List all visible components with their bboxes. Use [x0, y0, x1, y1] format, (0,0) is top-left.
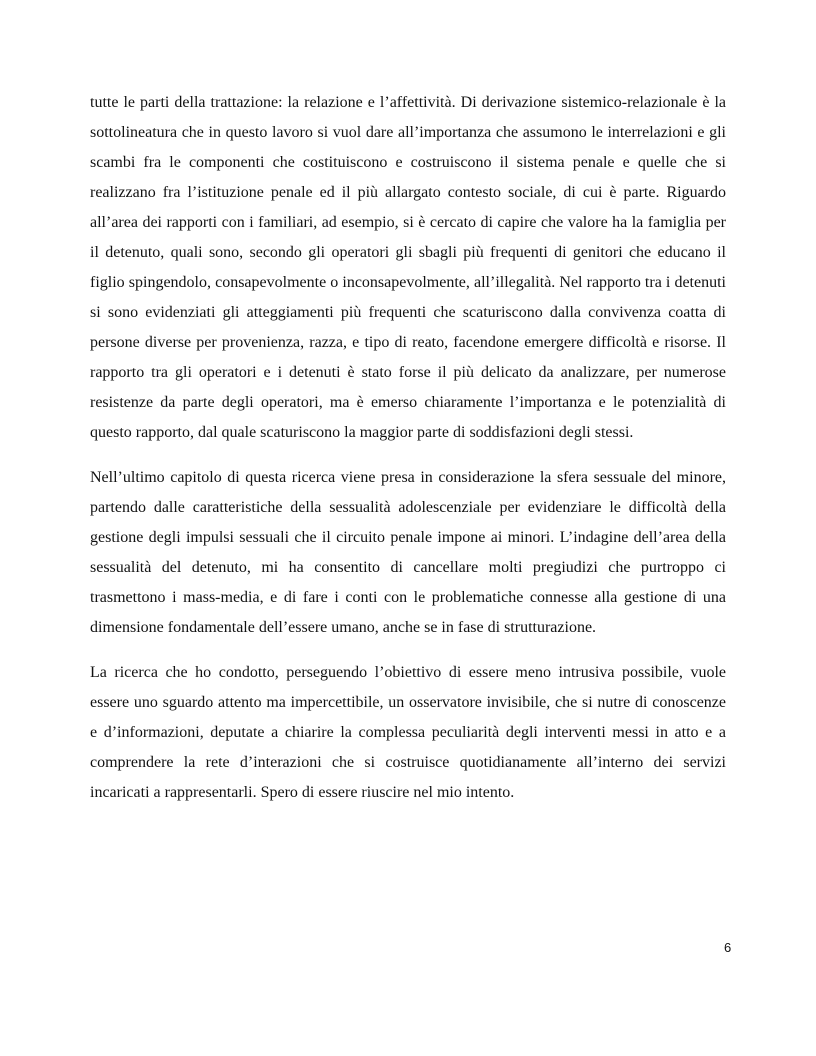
paragraph-1: tutte le parti della trattazione: la relazione e l’affettività. Di derivazione sistemico-relazionale è la sottolineatura che in questo lavoro si vuol dare all’importanza che assumono le interrelazioni e gli scambi fra le componenti che costituiscono e costruiscono il sistema penale e quelle che si realizzano fra l’istituzione penale ed il più allargato contesto sociale, di cui è parte. Riguardo all’area dei rapporti con i familiari, ad esempio, si è cercato di capire che valore ha la famiglia per il detenuto, quali sono, secondo gli operatori gli sbagli più frequenti di genitori che educano il figlio spingendolo, consapevolmente o inconsapevolmente, all’illegalità. Nel rapporto tra i detenuti si sono evidenziati gli atteggiamenti più frequenti che scaturiscono dalla convivenza coatta di persone diverse per provenienza, razza, e tipo di reato, facendone emergere difficoltà e risorse. Il rapporto tra gli operatori e i detenuti è stato forse il più delicato da analizzare, per numerose resistenze da parte degli operatori, ma è emerso chiaramente l’importanza e le potenzialità di questo rapporto, dal quale scaturiscono la maggior parte di soddisfazioni degli stessi. — [90, 94, 726, 441]
paragraph-2: Nell’ultimo capitolo di questa ricerca viene presa in considerazione la sfera sessuale del minore, partendo dalle caratteristiche della sessualità adolescenziale per evidenziare le difficoltà della gestione degli impulsi sessuali che il circuito penale impone ai minori. L’indagine dell’area della sessualità del detenuto, mi ha consentito di cancellare molti pregiudizi che purtroppo ci trasmettono i mass-media, e di fare i conti con le problematiche connesse alla gestione di una dimensione fondamentale dell’essere umano, anche se in fase di strutturazione. — [90, 469, 726, 636]
page-number: 6 — [724, 940, 732, 955]
paragraph-3: La ricerca che ho condotto, perseguendo l’obiettivo di essere meno intrusiva possibile, vuole essere uno sguardo attento ma impercettibile, un osservatore invisibile, che si nutre di conoscenze e d’informazioni, deputate a chiarire la complessa peculiarità degli interventi messi in atto e a comprendere la rete d’interazioni che si costruisce quotidianamente all’interno dei servizi incaricati a rappresentarli. Spero di essere riuscire nel mio intento. — [90, 664, 726, 801]
body-text — [90, 88, 726, 823]
